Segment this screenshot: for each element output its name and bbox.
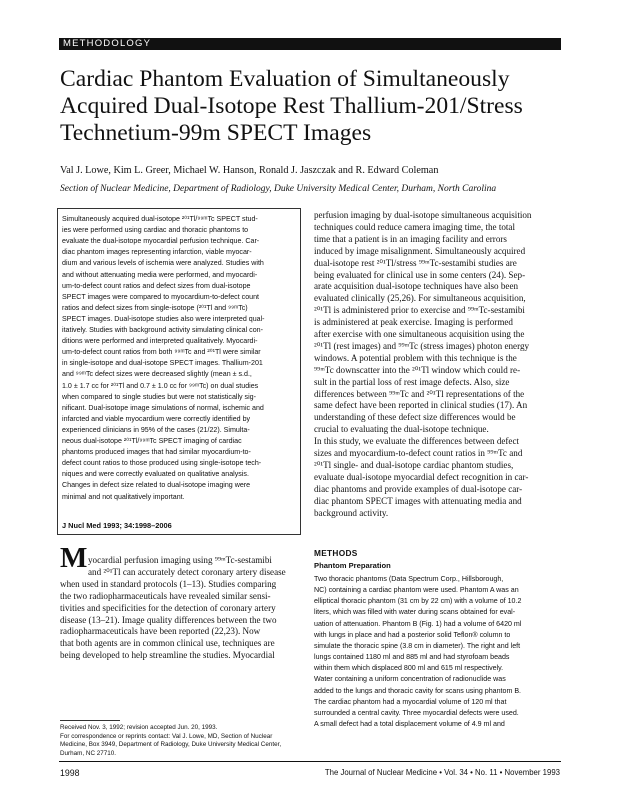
- methods-line: lungs contained 1180 ml and 885 ml and had styrofoam beads: [314, 653, 510, 662]
- body-line: crucial to evaluating the dual-isotope technique.: [314, 424, 489, 435]
- methods-heading: METHODS: [314, 548, 358, 558]
- methods-line: added to the lungs and thoracic cavity for scans using phantom B.: [314, 686, 522, 695]
- methods-line: A small defect had a total displacement volume of 4.9 ml and: [314, 719, 505, 728]
- body-line: same defect have been reported in clinical studies (17). An: [314, 400, 528, 411]
- abstract-line: ies were performed using cardiac and thoracic phantoms to: [62, 226, 249, 235]
- abstract-line: ratios and defect sizes from single-isotope (²⁰¹Tl and ⁹⁹ᵐTc): [62, 303, 248, 312]
- methods-line: with lungs in place and had a posterior solid Teflon® column to: [314, 630, 511, 639]
- author-list: Val J. Lowe, Kim L. Greer, Michael W. Hanson, Ronald J. Jaszczak and R. Edward Coleman: [60, 165, 439, 176]
- intro-line: that both agents are in common clinical use, techniques are: [60, 638, 275, 649]
- intro-line: disease (13–21). Image quality differences between the two: [60, 614, 277, 625]
- journal-footer: The Journal of Nuclear Medicine • Vol. 34 • No. 11 • November 1993: [324, 768, 560, 777]
- page-number: 1998: [60, 768, 80, 778]
- body-line: is administered at peak exercise. Imaging is performed: [314, 317, 513, 328]
- methods-line: liters, which was filled with water during scans obtained for eval-: [314, 608, 516, 617]
- abstract-line: um-to-defect count ratios from both ⁹⁹ᵐTc and ²⁰¹Tl were similar: [62, 348, 261, 357]
- article-title: [60, 66, 560, 147]
- body-line: diac phantom SPECT images with attenuating media and: [314, 495, 522, 506]
- abstract-line: Simultaneously acquired dual-isotope ²⁰¹Tl/⁹⁹ᵐTc SPECT stud-: [62, 215, 258, 223]
- citation: J Nucl Med 1993; 34:1998–2006: [62, 521, 172, 530]
- abstract-line: when compared to single studies but were not statistically sig-: [62, 392, 256, 401]
- abstract-line: SPECT images. Dual-isotope studies also were interpreted qual-: [62, 314, 265, 323]
- abstract-line: neous dual-isotope ²⁰¹Tl/⁹⁹ᵐTc SPECT imaging of cardiac: [62, 437, 242, 445]
- body-line: being evaluated for clinical use in some centers (24). Sep-: [314, 269, 526, 280]
- body-line: evaluated clinically (25,26). For simultaneous acquisition,: [314, 293, 526, 304]
- body-line: background activity.: [314, 507, 389, 518]
- methods-line: simulate the thoracic spine (3.8 cm in diameter). The right and left: [314, 641, 521, 650]
- methods-line: uation of attenuation. Phantom B (Fig. 1) had a volume of 6420 ml: [314, 619, 522, 628]
- abstract-line: um-to-defect count ratios and defect sizes from dual-isotope: [62, 281, 251, 290]
- abstract-line: itatively. Studies with background activity simulating clinical con-: [62, 326, 263, 334]
- body-line: ²⁰¹Tl is administered prior to exercise and ⁹⁹ᵐTc-sestamibi: [314, 305, 525, 316]
- abstract-line: Changes in defect size related to dual-isotope imaging were: [62, 481, 251, 490]
- abstract-line: infarcted and viable myocardium were correctly identified by: [62, 414, 251, 423]
- footnote-line: For correspondence or reprints contact: Val J. Lowe, MD, Section of Nuclear: [60, 732, 273, 740]
- abstract-line: experienced clinicians in 95% of the cases (21/22). Simulta-: [62, 425, 250, 434]
- intro-line: and ²⁰¹Tl can accurately detect coronary artery disease: [88, 566, 286, 577]
- abstract-line: 1.0 ± 1.7 cc for ²⁰¹Tl and 0.7 ± 1.0 cc for ⁹⁹ᵐTc) on dual studies: [62, 381, 259, 390]
- abstract-line: SPECT images were compared to myocardium-to-defect count: [62, 292, 260, 301]
- body-line: induced by image misalignment. Simultaneously acquired: [314, 245, 526, 256]
- abstract-line: in single-isotope and dual-isotope SPECT images. Thallium-201: [62, 359, 263, 368]
- abstract-line: phantoms produced images that had similar myocardium-to-: [62, 448, 251, 457]
- abstract-line: and without attenuating media were performed, and myocardi-: [62, 270, 258, 279]
- body-line: ²⁰¹Tl single- and dual-isotope cardiac phantom studies,: [314, 459, 514, 470]
- body-line: sult in the partial loss of rest image defects. Also, size: [314, 376, 510, 387]
- title-line: Technetium-99m SPECT Images: [60, 120, 372, 146]
- title-line: Acquired Dual-Isotope Rest Thallium-201/Stress: [60, 93, 523, 119]
- abstract-line: defect count ratios to those produced using single-isotope tech-: [62, 459, 262, 468]
- abstract-line: niques and were correctly evaluated on qualitative analysis.: [62, 470, 249, 479]
- methods-line: within them which displaced 800 ml and 615 ml respectively.: [314, 664, 504, 673]
- footer-rule: [59, 761, 561, 762]
- body-line: techniques could reduce camera imaging time, the total: [314, 221, 515, 232]
- footnote-line: Medicine, Box 3949, Department of Radiology, Duke University Medical Center,: [60, 741, 282, 749]
- intro-line: being developed to help streamline the studies. Myocardial: [60, 650, 275, 661]
- body-line: arate acquisition dual-isotope techniques have also been: [314, 281, 519, 292]
- abstract-line: minimal and not qualitatively important.: [62, 492, 185, 501]
- footnote-line: Durham, NC 27710.: [60, 749, 116, 757]
- abstract-line: and ⁹⁹ᵐTc defect sizes were decreased slightly (mean ± s.d.,: [62, 370, 252, 379]
- body-line: windows. A potential problem with this technique is the: [314, 352, 517, 363]
- phantom-preparation-heading: Phantom Preparation: [314, 561, 391, 570]
- methods-line: elliptical thoracic phantom (31 cm by 22 cm) with a volume of 10.2: [314, 597, 522, 606]
- abstract-line: evaluate the dual-isotope myocardial perfusion technique. Car-: [62, 237, 260, 246]
- body-line: dual-isotope rest ²⁰¹Tl/stress ⁹⁹ᵐTc-sestamibi studies are: [314, 257, 517, 268]
- abstract-line: diac phantom images representing infarction, viable myocar-: [62, 248, 252, 257]
- body-line: time that a patient is in an imaging facility and errors: [314, 233, 507, 244]
- body-line: In this study, we evaluate the differences between defect: [314, 436, 520, 447]
- body-line: after exercise with one simultaneous acquisition using the: [314, 329, 525, 339]
- section-label: METHODOLOGY: [63, 38, 152, 49]
- abstract-line: nificant. Dual-isotope image simulations of normal, ischemic and: [62, 403, 264, 412]
- body-line: ⁹⁹ᵐTc downscatter into the ²⁰¹Tl window which could re-: [314, 364, 521, 375]
- abstract-line: dium and various levels of ischemia were analyzed. Studies with: [62, 259, 264, 268]
- body-line: perfusion imaging by dual-isotope simultaneous acquisition: [314, 210, 532, 220]
- methods-line: Two thoracic phantoms (Data Spectrum Corp., Hillsborough,: [314, 575, 504, 583]
- body-line: ²⁰¹Tl (rest images) and ⁹⁹ᵐTc (stress images) photon energy: [314, 340, 530, 351]
- methods-line: The cardiac phantom had a myocardial volume of 120 ml that: [314, 697, 507, 706]
- intro-line: tivities and specificities for the detection of coronary artery: [60, 602, 276, 613]
- footnote-rule: [60, 720, 120, 721]
- methods-line: surrounded a central cavity. Three myocardial defects were used.: [314, 708, 519, 717]
- footnote-line: Received Nov. 3, 1992; revision accepted Jun. 20, 1993.: [60, 724, 218, 731]
- methods-line: Water containing a uniform concentration of radionuclide was: [314, 675, 506, 684]
- body-line: evaluate dual-isotope myocardial defect recognition in car-: [314, 471, 529, 482]
- intro-line: yocardial perfusion imaging using ⁹⁹ᵐTc-sestamibi: [88, 555, 272, 565]
- body-line: diac phantoms and provide examples of dual-isotope car-: [314, 483, 523, 494]
- methods-line: NC) containing a cardiac phantom were used. Phantom A was an: [314, 586, 519, 595]
- drop-cap: M: [60, 542, 88, 574]
- intro-line: the two radiopharmaceuticals have revealed similar sensi-: [60, 590, 271, 601]
- abstract-line: ditions were performed and interpreted qualitatively. Myocardi-: [62, 337, 258, 346]
- intro-line: when used in standard protocols (1–13). Studies comparing: [60, 578, 277, 589]
- affiliation: Section of Nuclear Medicine, Department of Radiology, Duke University Medical Center, Durham, North Carolina: [60, 184, 497, 194]
- title-line: Cardiac Phantom Evaluation of Simultaneously: [60, 66, 510, 92]
- intro-line: radiopharmaceuticals have been reported (22,23). Now: [60, 626, 261, 637]
- body-line: understanding of these defect size differences would be: [314, 412, 516, 423]
- body-line: sizes and myocardium-to-defect count ratios in ⁹⁹ᵐTc and: [314, 448, 523, 458]
- body-line: differences between ⁹⁹ᵐTc and ²⁰¹Tl representations of the: [314, 388, 525, 399]
- section-header-bar: [59, 38, 561, 50]
